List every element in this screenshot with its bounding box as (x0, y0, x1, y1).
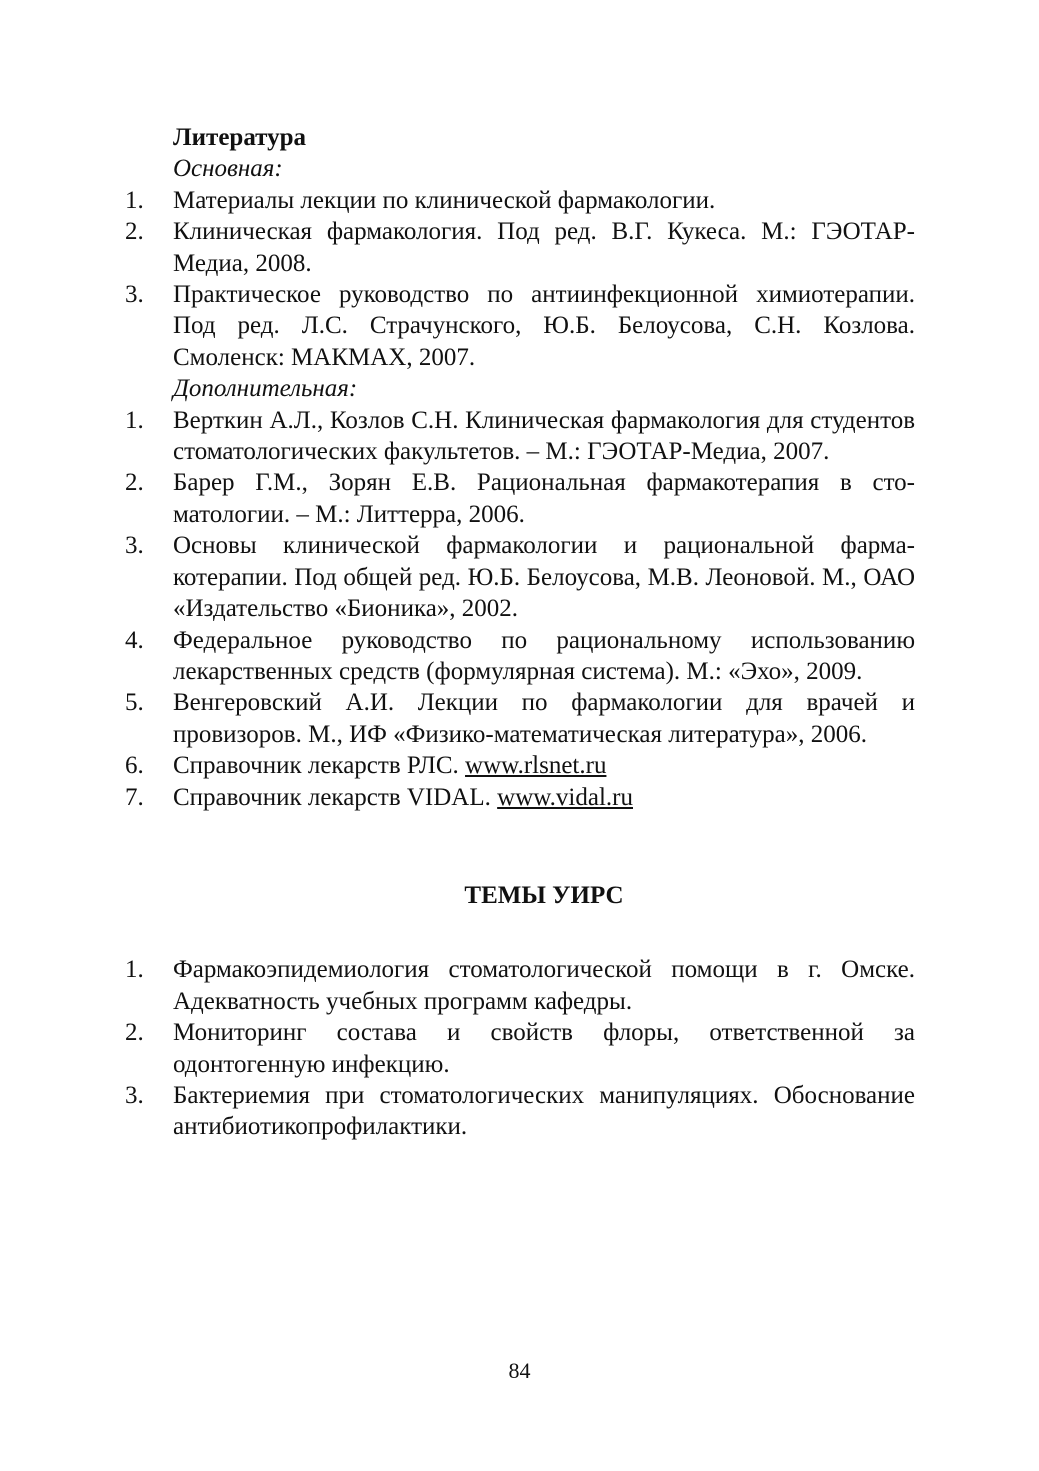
list-item-text: Справочник лекарств РЛС. (173, 752, 466, 780)
list-item-number: 1. (125, 186, 144, 214)
main-literature-label: Основная: (173, 155, 283, 183)
list-item (125, 185, 915, 216)
list-item-number: 3. (125, 1081, 144, 1109)
list-item (125, 1017, 915, 1080)
rlsnet-link[interactable]: www.rlsnet.ru (465, 752, 607, 780)
list-item-number: 4. (125, 626, 144, 654)
list-item-text: Материалы лекции по клинической фармакологии. (173, 186, 716, 214)
list-item (125, 1080, 915, 1143)
additional-literature-label: Дополнительная: (173, 375, 358, 403)
list-item (125, 954, 915, 1017)
literature-heading: Литература (173, 124, 307, 151)
list-item-number: 6. (125, 752, 144, 780)
list-item-number: 3. (125, 281, 144, 309)
list-item-text: Фармакоэпидемиология стоматологической помощи в г. Омске. Адекватность учебных программ кафедры. (173, 956, 915, 1015)
list-item-text: Основы клинической фармакологии и рациональной фармакотерапии. Под общей ред. Ю.Б. Белоусова, М.В. Леоновой. М., ОАО «Издательство «Бионика», 2002. (173, 532, 915, 623)
vidal-link[interactable]: www.vidal.ru (497, 783, 633, 811)
list-item-text: Федеральное руководство по рациональному использованию лекарственных средств (формулярная система). М.: «Эхо», 2009. (173, 626, 915, 685)
list-item-number: 3. (125, 532, 144, 560)
page-number: 84 (508, 1358, 531, 1383)
list-item-text: Справочник лекарств VIDAL. (173, 783, 498, 811)
list-item-text: Венгеровский А.И. Лекции по фармакологии для врачей и провизоров. М., ИФ «Физико-математическая литература», 2006. (173, 689, 915, 748)
list-item-number: 2. (125, 1019, 144, 1047)
list-item-number: 2. (125, 469, 144, 497)
list-item-text: Клиническая фармакология. Под ред. В.Г. Кукеса. М.: ГЭОТАР-Медиа, 2008. (173, 218, 915, 277)
list-item (125, 782, 915, 813)
list-item (125, 750, 915, 781)
page-content (125, 122, 915, 1143)
list-item-text: Верткин А.Л., Козлов С.Н. Клиническая фармакология для студентов стоматологических факультетов. – М.: ГЭОТАР-Медиа, 2007. (173, 406, 915, 466)
list-item (125, 405, 915, 468)
list-item-number: 1. (125, 406, 144, 434)
list-item (125, 625, 915, 688)
list-item-number: 7. (125, 783, 144, 811)
list-item (125, 530, 915, 624)
topics-list (125, 954, 915, 1142)
main-literature-list (125, 185, 915, 373)
list-item-number: 1. (125, 956, 144, 984)
list-item-text: Практическое руководство по антиинфекционной химиотерапии. Под ред. Л.С. Страчунского, Ю.Б. Белоусова, С.Н. Козлова. Смоленск: МАКМАХ, 2007. (173, 281, 915, 371)
list-item (125, 279, 915, 373)
additional-literature-list (125, 405, 915, 813)
list-item-text: Бактериемия при стоматологических манипуляциях. Обоснование антибиотикопрофилактики. (173, 1081, 915, 1141)
list-item-number: 2. (125, 218, 144, 246)
topics-title: ТЕМЫ УИРС (464, 881, 624, 909)
list-item-text: Барер Г.М., Зорян Е.В. Рациональная фармакотерапия в стоматологии. – М.: Литтерра, 2006. (173, 469, 915, 528)
list-item (125, 467, 915, 530)
list-item-text: Мониторинг состава и свойств флоры, ответственной за одонтогенную инфекцию. (173, 1019, 915, 1078)
list-item (125, 216, 915, 279)
list-item-number: 5. (125, 689, 144, 717)
list-item (125, 687, 915, 750)
